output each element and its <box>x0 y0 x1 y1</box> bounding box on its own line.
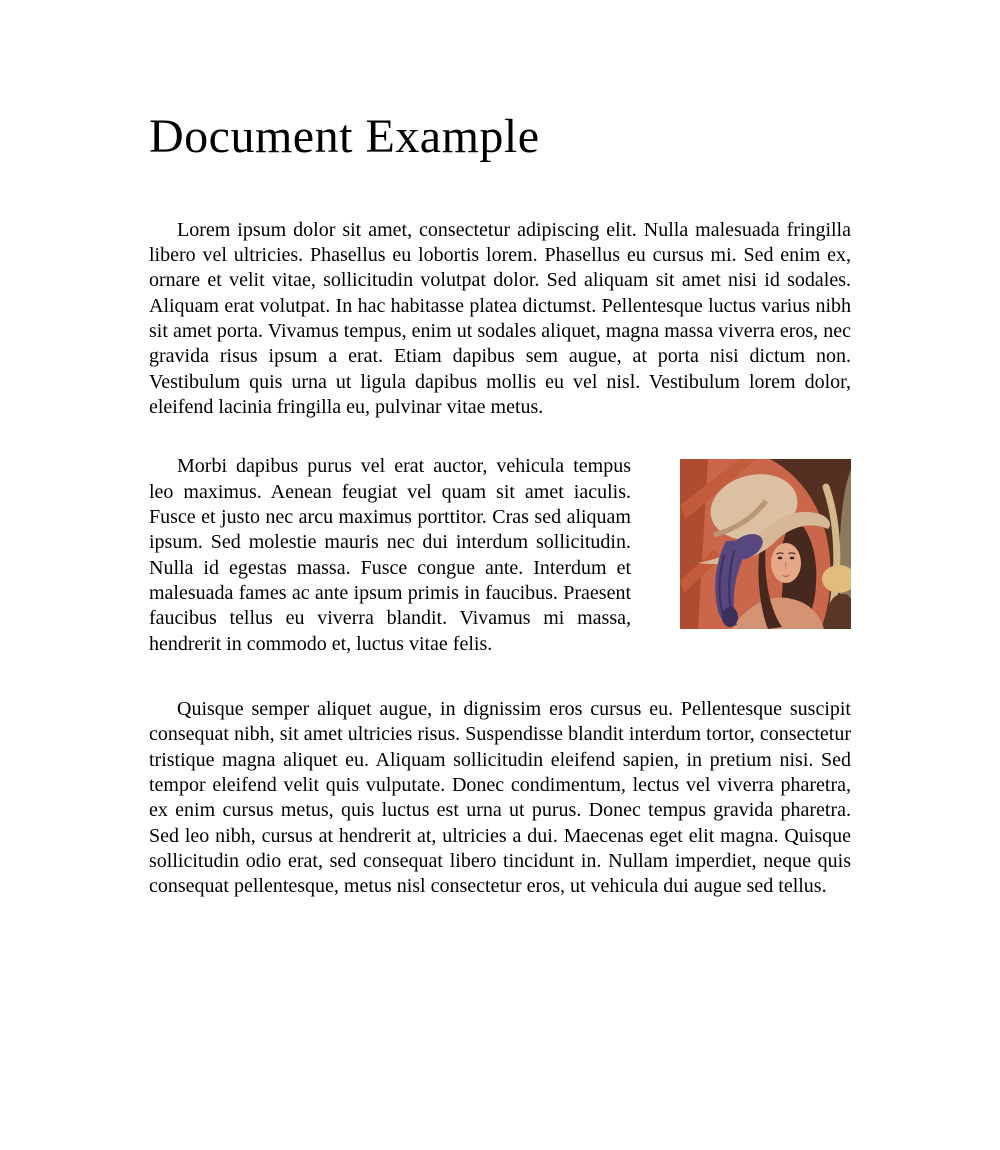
paragraph-3: Quisque semper aliquet augue, in dignissim eros cursus eu. Pellentesque suscipit consequat nibh, sit amet ultricies risus. Suspendisse blandit interdum tortor, consectetur tristique magna aliquet eu. Aliquam sollicitudin eleifend sapien, in pretium nisi. Sed tempor eleifend velit quis vulputate. Donec condimentum, lectus vel viverra pharetra, ex enim cursus metus, quis luctus est urna ut purus. Donec tempus gravida pharetra. Sed leo nibh, cursus at hendrerit at, ultricies a dui. Maecenas eget elit magna. Quisque sollicitudin odio erat, sed consequat libero tincidunt in. Nullam imperdiet, neque quis consequat pellentesque, metus nisl consectetur eros, ut vehicula dui augue sed tellus. <box>149 698 851 898</box>
paragraph-1: Lorem ipsum dolor sit amet, consectetur adipiscing elit. Nulla malesuada fringilla libero vel ultricies. Phasellus eu lobortis lorem. Phasellus eu cursus mi. Sed enim ex, ornare et velit vitae, sollicitudin volutpat dolor. Sed aliquam sit amet nisi id sodales. Aliquam erat volutpat. In hac habitasse platea dictumst. Pellentesque luctus varius nibh sit amet porta. Vivamus tempus, enim ut sodales aliquet, magna massa viverra eros, nec gravida risus ipsum a erat. Etiam dapibus sem augue, at porta nisi dictum non. Vestibulum quis urna ut ligula dapibus mollis eu vel nisl. Vestibulum lorem dolor, eleifend lacinia fringilla eu, pulvinar vitae metus. <box>149 218 851 419</box>
paragraph-2-row <box>149 454 851 657</box>
document-page <box>149 0 851 900</box>
paragraph-2: Morbi dapibus purus vel erat auctor, vehicula tempus leo maximus. Aenean feugiat vel quam sit amet iaculis. Fusce et justo nec arcu maximus porttitor. Cras sed aliquam ipsum. Sed molestie mauris nec dui interdum sollicitudin. Nulla id egestas massa. Fusce congue ante. Interdum et malesuada fames ac ante ipsum primis in faucibus. Praesent faucibus tellus eu viverra blandit. Vivamus mi massa, hendrerit in commodo et, luctus vitae felis. <box>149 455 631 655</box>
lena-portrait-illustration <box>680 459 851 629</box>
page-title: Document Example <box>149 110 540 163</box>
feather-tip-shape <box>722 607 738 627</box>
right-eye-shape <box>790 557 795 560</box>
figure-image <box>680 459 851 629</box>
left-eye-shape <box>778 557 783 560</box>
